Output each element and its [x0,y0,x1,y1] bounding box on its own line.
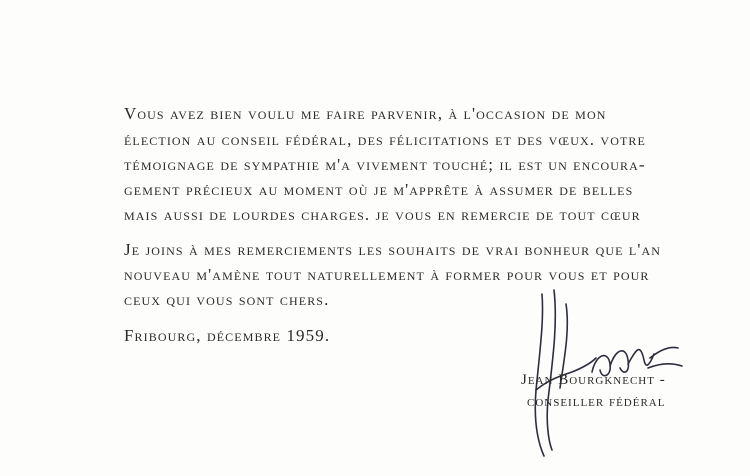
paragraph-1-line-2: élection au conseil fédéral, des félicitations et des vœux. votre [124,130,646,149]
paragraph-1-line-4: gement précieux au moment où je m'apprête à assumer de belles [124,180,634,199]
paragraph-2-line-2: nouveau m'amène tout naturellement à former pour vous et pour [124,265,650,284]
signatory-title: conseiller fédéral [527,394,666,410]
paragraph-2-line-3: ceux qui vous sont chers. [124,290,330,309]
dateline: Fribourg, décembre 1959. [124,326,331,345]
signatory-name: Jean Bourgknecht - [521,372,666,388]
paragraph-1-line-1: Vous avez bien voulu me faire parvenir, à l'occasion de mon [124,104,607,123]
paragraph-2-line-1: Je joins à mes remerciements les souhaits de vrai bonheur que l'an [124,240,662,259]
paragraph-1-line-3: témoignage de sympathie m'a vivement touché; il est un encoura- [124,155,646,174]
paragraph-1-line-5: mais aussi de lourdes charges. je vous en remercie de tout cœur [124,205,641,224]
